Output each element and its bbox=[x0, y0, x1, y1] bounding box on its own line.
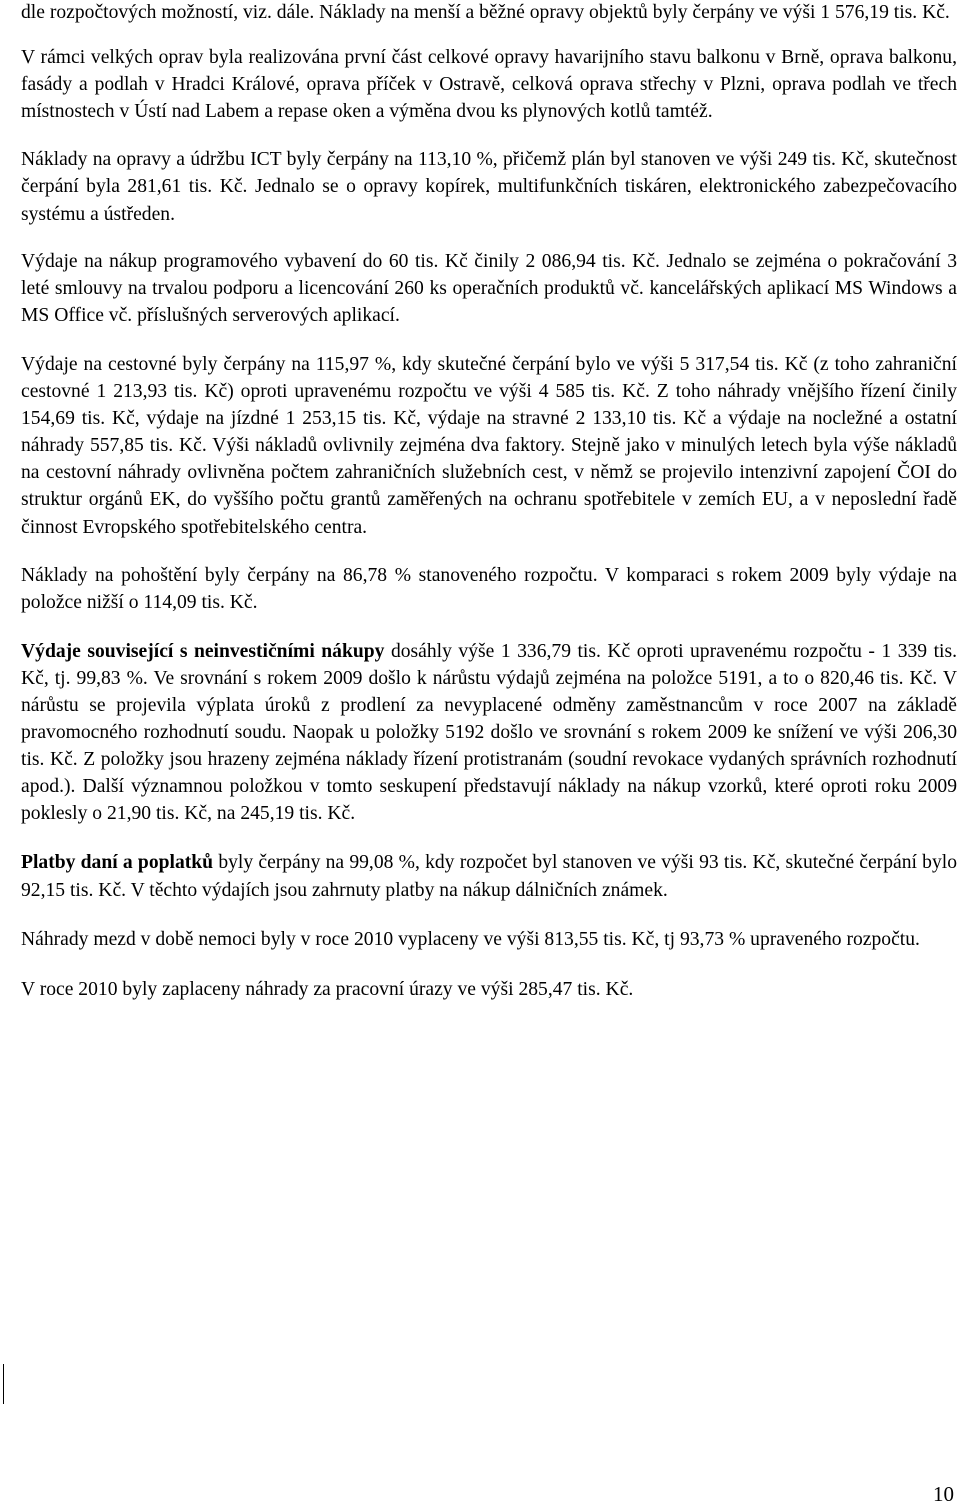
margin-change-bar bbox=[3, 1364, 4, 1404]
page-number: 10 bbox=[933, 1482, 954, 1506]
text-taxes-fees: byly čerpány na 99,08 %, kdy rozpočet byl stanoven ve výši 93 tis. Kč, skutečné čerpání bylo 92,15 tis. Kč. V těchto výdajích jsou zahrnuty platby na nákup dálničních známek. bbox=[21, 852, 958, 901]
heading-taxes-fees: Platby daní a poplatků bbox=[21, 852, 214, 874]
paragraph-repairs-small: dle rozpočtových možností, viz. dále. Náklady na menší a běžné opravy objektů byly čerpány ve výši 1 576,19 tis. Kč. bbox=[21, 2, 950, 23]
paragraph-hospitality: Náklady na pohoštění byly čerpány na 86,78 % stanoveného rozpočtu. V komparaci s rokem 2009 byly výdaje na položce nižší o 114,09 tis. Kč. bbox=[21, 564, 957, 613]
paragraph-work-injuries: V roce 2010 byly zaplaceny náhrady za pracovní úrazy ve výši 285,47 tis. Kč. bbox=[21, 978, 634, 1000]
document-page bbox=[21, 0, 957, 1003]
paragraph-ict-maintenance: Náklady na opravy a údržbu ICT byly čerpány na 113,10 %, přičemž plán byl stanoven ve výši 249 tis. Kč, skutečnost čerpání byla 281,61 tis. Kč. Jednalo se o opravy kopírek, multifunkčních tiskáren, elektronického zabezpečovacího systému a ústředen. bbox=[21, 149, 957, 225]
paragraph-travel-expenses: Výdaje na cestovné byly čerpány na 115,97 %, kdy skutečné čerpání bylo ve výši 5 317,54 tis. Kč (z toho zahraniční cestovné 1 213,93 tis. Kč) oproti upravenému rozpočtu ve výši 4 585 tis. Kč. Z toho náhrady vnějšího řízení činily 154,69 tis. Kč, výdaje na jízdné 1 253,15 tis. Kč, výdaje na stravné 2 133,10 tis. Kč a výdaje na nocležné a ostatní náhrady 557,85 tis. Kč. Výši nákladů ovlivnily zejména dva faktory. Stejně jako v minulých letech byla výše nákladů na cestovní náhrady ovlivněna počtem zahraničních služebních cest, v němž se projevilo intenzivní zapojení ČOI do struktur orgánů EK, do vyššího počtu grantů zaměřených na ochranu spotřebitele v zemích EU, a v neposlední řadě činnost Evropského spotřebitelského centra. bbox=[21, 353, 957, 538]
text-non-investment-purchases: dosáhly výše 1 336,79 tis. Kč oproti upravenému rozpočtu - 1 339 tis. Kč, tj. 99,83 %. Ve srovnání s rokem 2009 došlo k nárůstu výdajů zejména na položce 5191, a to o 820,46 tis. Kč. V nárůstu se projevila výplata úroků z prodlení za nevyplacené odměny zaměstnancům v roce 2007 na základě pravomocného rozhodnutí soudu. Naopak u položky 5192 došlo ve srovnání s rokem 2009 ke snížení ve výši 206,30 tis. Kč. Z položky jsou hrazeny zejména náklady řízení protistranám (soudní revokace vydaných správních rozhodnutí apod.). Další významnou položkou v tomto seskupení představují náklady na nákup vzorků, které oproti roku 2009 poklesly o 21,90 tis. Kč, na 245,19 tis. Kč. bbox=[21, 640, 957, 825]
heading-non-investment-purchases: Výdaje související s neinvestičními nákupy bbox=[21, 640, 385, 662]
paragraph-repairs-large: V rámci velkých oprav byla realizována první část celkové opravy havarijního stavu balkonu v Brně, oprava balkonu, fasády a podlah v Hradci Králové, oprava příček v Ostravě, celková oprava střechy v Plzni, oprava podlah ve třech místnostech v Ústí nad Labem a repase oken a výměna dvou ks plynových kotlů tamtéž. bbox=[21, 47, 957, 123]
paragraph-non-investment-purchases bbox=[21, 638, 957, 828]
paragraph-software-purchase: Výdaje na nákup programového vybavení do 60 tis. Kč činily 2 086,94 tis. Kč. Jednalo se zejména o pokračování 3 leté smlouvy na trvalou podporu a licencování 260 ks operačních produktů vč. kancelářských aplikací MS Windows a MS Office vč. příslušných serverových aplikací. bbox=[21, 250, 957, 326]
paragraph-sick-pay: Náhrady mezd v době nemoci byly v roce 2010 vyplaceny ve výši 813,55 tis. Kč, tj 93,73 % upraveného rozpočtu. bbox=[21, 928, 920, 950]
paragraph-taxes-fees bbox=[21, 849, 957, 903]
